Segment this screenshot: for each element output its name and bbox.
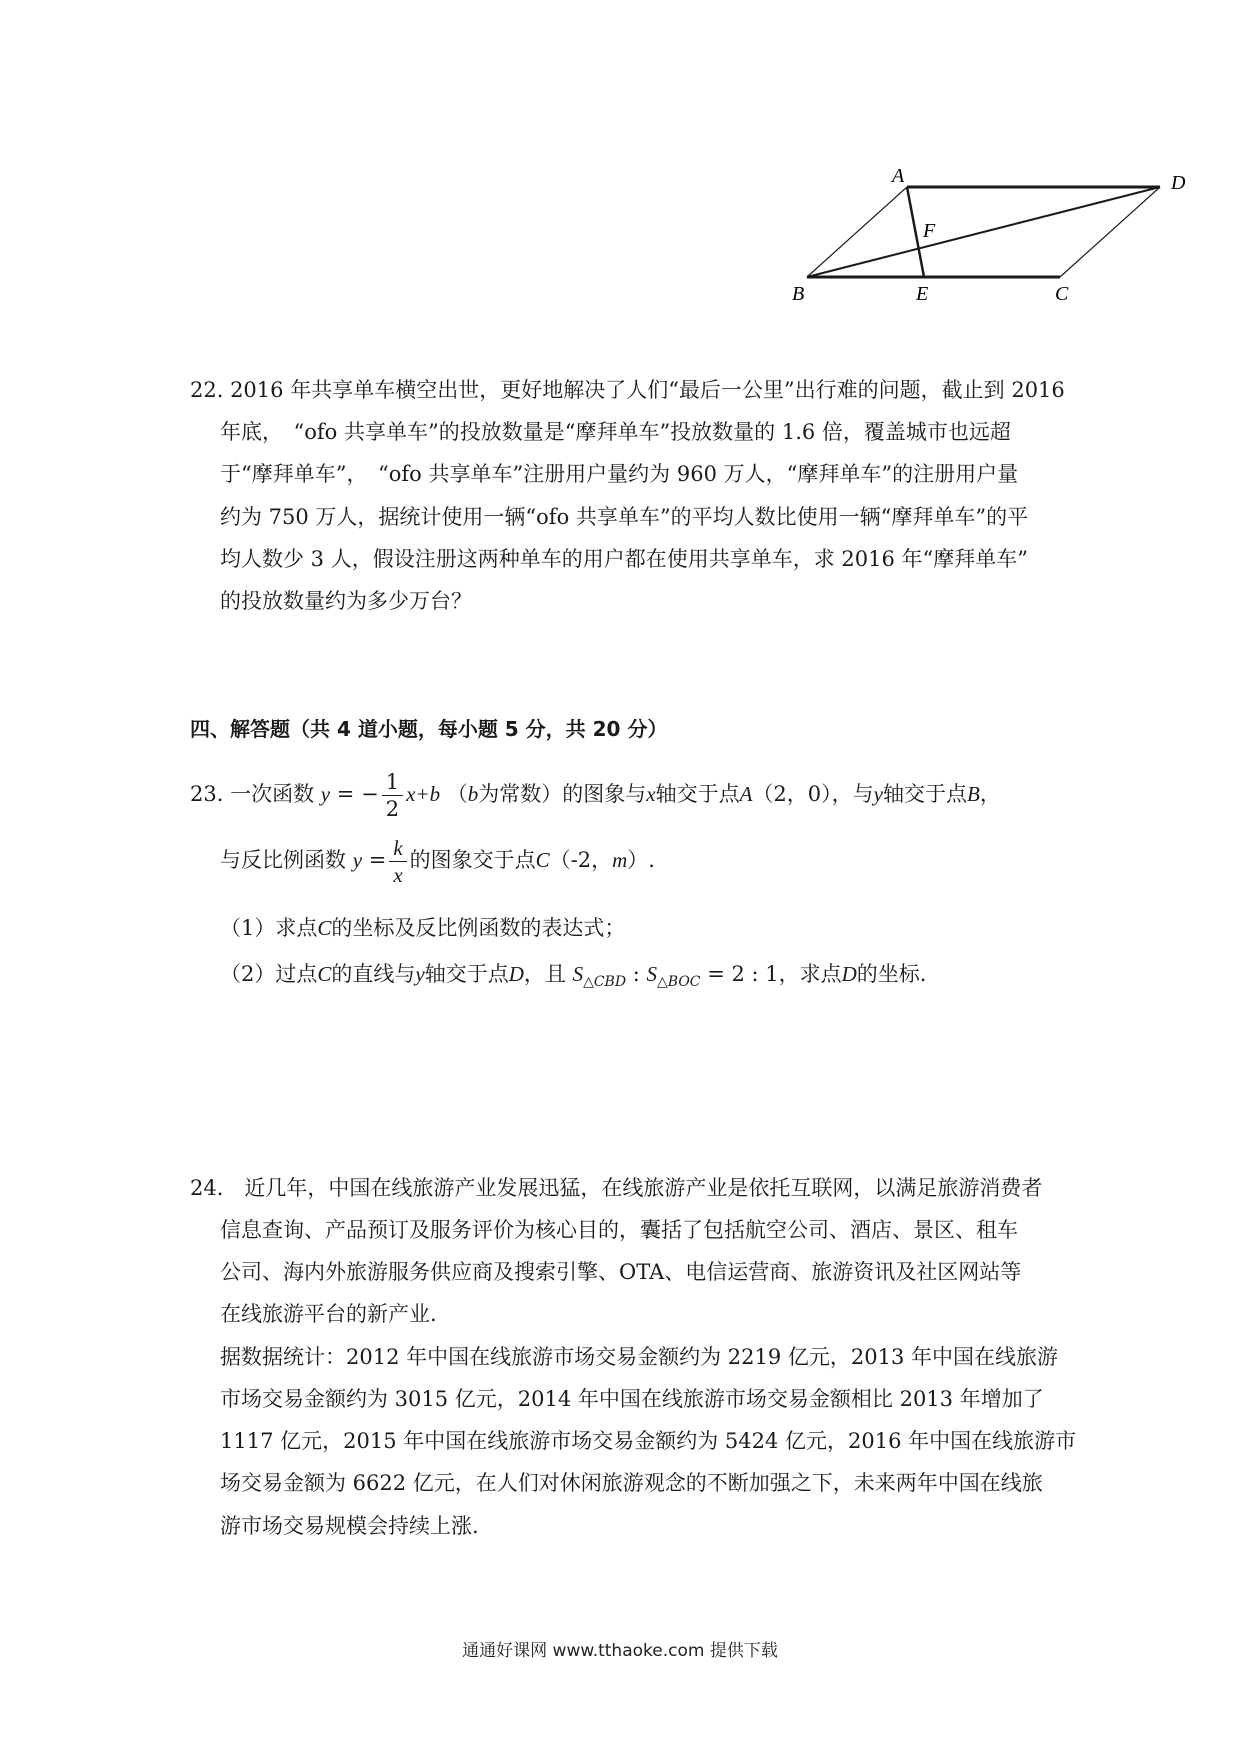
- q24-line-7: 1117 亿元，2015 年中国在线旅游市场交易金额约为 5424 亿元，2016 年中国在线旅游市: [220, 1429, 1077, 1453]
- q23-text: ，: [979, 782, 1001, 806]
- q23-text: （2）过点: [220, 962, 318, 986]
- q22-line-4: 约为 750 万人，据统计使用一辆“ofo 共享单车”的平均人数比使用一辆“摩拜单车”的平: [220, 505, 1029, 529]
- q23-text: ，求点: [778, 962, 842, 986]
- q24-line-1: 24. 近几年，中国在线旅游产业发展迅猛，在线旅游产业是依托互联网，以满足旅游消费者: [190, 1176, 1043, 1200]
- point-d: D: [508, 962, 524, 986]
- segment-bd: [807, 187, 1160, 277]
- fraction-numerator: k: [389, 835, 406, 862]
- label-c: C: [1055, 283, 1069, 305]
- ratio-colon: :: [626, 962, 647, 986]
- equals-sign: =: [368, 848, 387, 872]
- var-y: y: [873, 782, 883, 806]
- fraction-one-half: [382, 769, 403, 822]
- q23-text: ，且: [523, 962, 566, 986]
- q23-text: 一次函数: [230, 782, 315, 806]
- point-b: B: [966, 782, 980, 806]
- var-m: m: [612, 848, 628, 872]
- var-y: y: [320, 782, 331, 806]
- q24-line-5: 据数据统计：2012 年中国在线旅游市场交易金额约为 2219 亿元，2013 年中国在线旅游: [220, 1345, 1059, 1369]
- label-b: B: [792, 283, 805, 305]
- label-d: D: [1171, 172, 1186, 194]
- area-symbol: S: [572, 962, 584, 986]
- q24-line-2: 信息查询、产品预订及服务评价为核心目的，囊括了包括航空公司、酒店、景区、租车: [220, 1218, 1018, 1242]
- q24-line-4: 在线旅游平台的新产业.: [220, 1302, 437, 1326]
- q22-line-3: 于“摩拜单车”， “ofo 共享单车”注册用户量约为 960 万人，“摩拜单车”的注册用户量: [220, 462, 1019, 486]
- q23-text: 轴交于点: [655, 782, 740, 806]
- q23-text: 的图象交于点: [409, 848, 536, 872]
- label-a: A: [892, 165, 905, 187]
- page-footer: 通通好课网 www.tthaoke.com 提供下载: [462, 1641, 778, 1661]
- q22-line-1: 22. 2016 年共享单车横空出世，更好地解决了人们“最后一公里”出行难的问题，截止到 2016: [190, 378, 1065, 402]
- q23-text: 与反比例函数: [220, 848, 346, 872]
- var-b: b: [467, 782, 479, 806]
- q23-part-1: [220, 914, 625, 942]
- parallelogram-figure: [780, 160, 1200, 310]
- section-heading: 四、解答题（共 4 道小题，每小题 5 分，共 20 分）: [190, 717, 668, 741]
- equals-sign: =: [336, 782, 355, 806]
- fraction-denominator: 2: [385, 797, 400, 821]
- area-symbol: S: [646, 962, 658, 986]
- point-d: D: [841, 962, 857, 986]
- q22-line-6: 的投放数量约为多少万台？: [220, 589, 472, 613]
- q22-line-2: 年底， “ofo 共享单车”的投放数量是“摩拜单车”投放数量的 1.6 倍，覆盖城市也远超: [220, 420, 1011, 444]
- area-subscript-cbd: △CBD: [583, 974, 627, 991]
- point-c: C: [317, 916, 332, 940]
- q23-line-2: [220, 830, 655, 890]
- fraction-k-over-x: [389, 835, 406, 888]
- q23-text: 的坐标.: [856, 962, 927, 986]
- fraction-numerator: 1: [382, 769, 403, 796]
- q24-line-8: 场交易金额为 6622 亿元，在人们对休闲旅游观念的不断加强之下，未来两年中国在线旅: [220, 1471, 1043, 1495]
- q23-text: （2，0），与: [752, 782, 874, 806]
- q23-text: 轴交于点: [424, 962, 509, 986]
- q23-text: ）.: [627, 848, 655, 872]
- q23-text: 的直线与: [331, 962, 416, 986]
- var-y: y: [415, 962, 425, 986]
- point-c: C: [535, 848, 550, 872]
- q23-number: 23.: [190, 782, 224, 806]
- q23-text: 的坐标及反比例函数的表达式；: [331, 916, 626, 940]
- segment-ae: [907, 187, 924, 277]
- expr-xb: x+b: [406, 782, 441, 806]
- q23-text: （-2，: [549, 848, 613, 872]
- minus-sign: −: [361, 782, 379, 806]
- fraction-denominator: x: [393, 863, 403, 887]
- point-a: A: [739, 782, 753, 806]
- q23-text: 轴交于点: [882, 782, 967, 806]
- label-e: E: [916, 283, 929, 305]
- q23-text: （: [446, 782, 468, 806]
- q23-part-2: [220, 960, 926, 996]
- area-subscript-boc: △BOC: [657, 974, 701, 991]
- q23-text: （1）求点: [220, 916, 318, 940]
- q24-line-3: 公司、海内外旅游服务供应商及搜索引擎、OTA、电信运营商、旅游资讯及社区网站等: [220, 1260, 1022, 1284]
- q22-line-5: 均人数少 3 人，假设注册这两种单车的用户都在使用共享单车，求 2016 年“摩拜单车”: [220, 547, 1028, 571]
- q24-line-9: 游市场交易规模会持续上涨.: [220, 1514, 479, 1538]
- ratio-value: = 2 : 1: [700, 962, 779, 986]
- label-f: F: [923, 220, 936, 242]
- q24-line-6: 市场交易金额约为 3015 亿元，2014 年中国在线旅游市场交易金额相比 2013 年增加了: [220, 1387, 1044, 1411]
- q23-line-1: [190, 764, 1001, 824]
- var-y: y: [352, 848, 363, 872]
- point-c: C: [317, 962, 332, 986]
- q23-text: 为常数）的图象与: [478, 782, 647, 806]
- var-x: x: [646, 782, 656, 806]
